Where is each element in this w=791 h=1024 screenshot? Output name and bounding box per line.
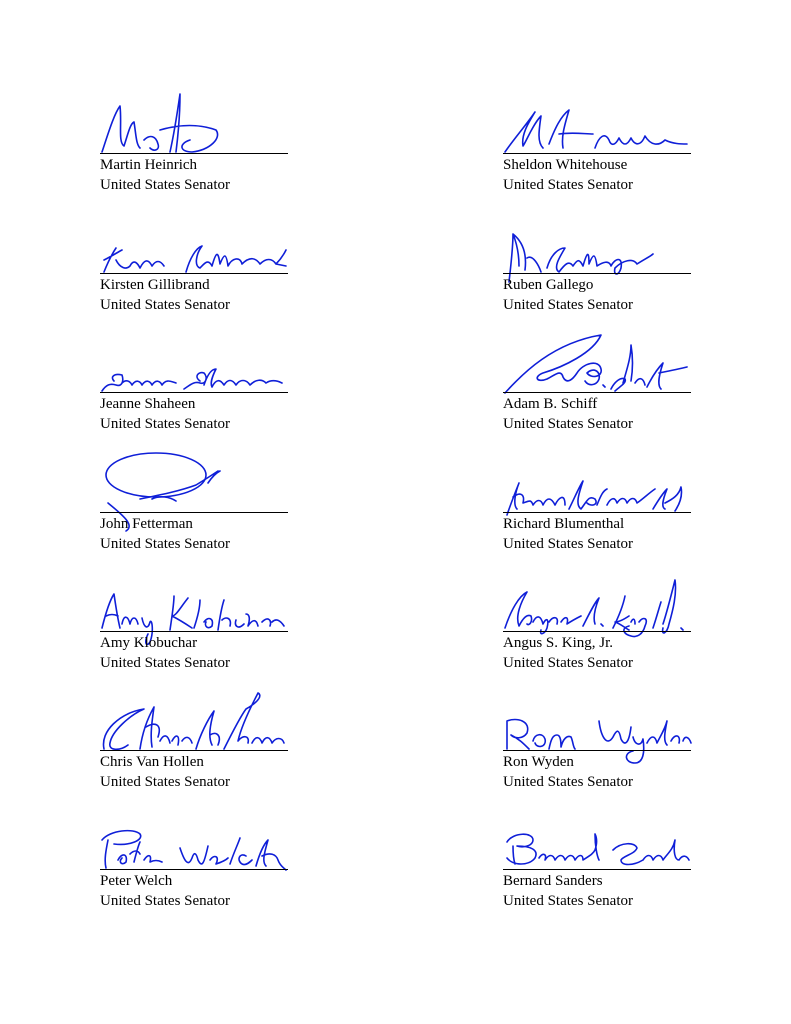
signatory-title: United States Senator (503, 893, 633, 909)
signature-line (503, 512, 691, 513)
signature-line (100, 273, 288, 274)
signature-line (100, 512, 288, 513)
handwritten-signature-vanhollen (100, 691, 288, 751)
signature-line (503, 273, 691, 274)
signatory-title: United States Senator (100, 536, 230, 552)
handwritten-signature-gallego (503, 214, 691, 274)
handwritten-signature-king (503, 572, 691, 632)
signature-line (100, 631, 288, 632)
signatory-name: John Fetterman (100, 516, 193, 532)
handwritten-signature-shaheen (100, 333, 288, 393)
handwritten-signature-gillibrand (100, 214, 288, 274)
signatory-title: United States Senator (100, 774, 230, 790)
signatory-title: United States Senator (503, 177, 633, 193)
signatory-title: United States Senator (503, 297, 633, 313)
signatory-name: Amy Klobuchar (100, 635, 198, 651)
signatory-title: United States Senator (100, 297, 230, 313)
signature-line (503, 869, 691, 870)
signature-line (503, 153, 691, 154)
signatory-name: Ron Wyden (503, 754, 574, 770)
handwritten-signature-heinrich (100, 94, 288, 154)
signatory-title: United States Senator (503, 774, 633, 790)
signatory-name: Chris Van Hollen (100, 754, 204, 770)
handwritten-signature-blumenthal (503, 453, 691, 513)
handwritten-signature-schiff (503, 333, 691, 393)
signature-line (100, 750, 288, 751)
handwritten-signature-fetterman (100, 453, 288, 513)
signatory-name: Adam B. Schiff (503, 396, 598, 412)
signatory-name: Angus S. King, Jr. (503, 635, 614, 651)
signature-line (503, 631, 691, 632)
signatory-name: Bernard Sanders (503, 873, 603, 889)
signatory-name: Martin Heinrich (100, 157, 198, 173)
signatory-name: Jeanne Shaheen (100, 396, 196, 412)
handwritten-signature-whitehouse (503, 94, 691, 154)
signature-line (503, 750, 691, 751)
signatory-title: United States Senator (100, 893, 230, 909)
signature-line (100, 869, 288, 870)
signature-line (100, 392, 288, 393)
signature-line (503, 392, 691, 393)
handwritten-signature-sanders (503, 810, 691, 870)
signatory-name: Sheldon Whitehouse (503, 157, 628, 173)
signatory-title: United States Senator (100, 177, 230, 193)
signatory-title: United States Senator (503, 536, 633, 552)
handwritten-signature-wyden (503, 691, 691, 751)
handwritten-signature-klobuchar (100, 572, 288, 632)
signatory-name: Kirsten Gillibrand (100, 277, 210, 293)
signature-line (100, 153, 288, 154)
signatory-name: Peter Welch (100, 873, 173, 889)
signatory-title: United States Senator (503, 416, 633, 432)
signatory-name: Ruben Gallego (503, 277, 594, 293)
signatory-name: Richard Blumenthal (503, 516, 625, 532)
signatory-title: United States Senator (503, 655, 633, 671)
handwritten-signature-welch (100, 810, 288, 870)
signatory-title: United States Senator (100, 655, 230, 671)
signatory-title: United States Senator (100, 416, 230, 432)
